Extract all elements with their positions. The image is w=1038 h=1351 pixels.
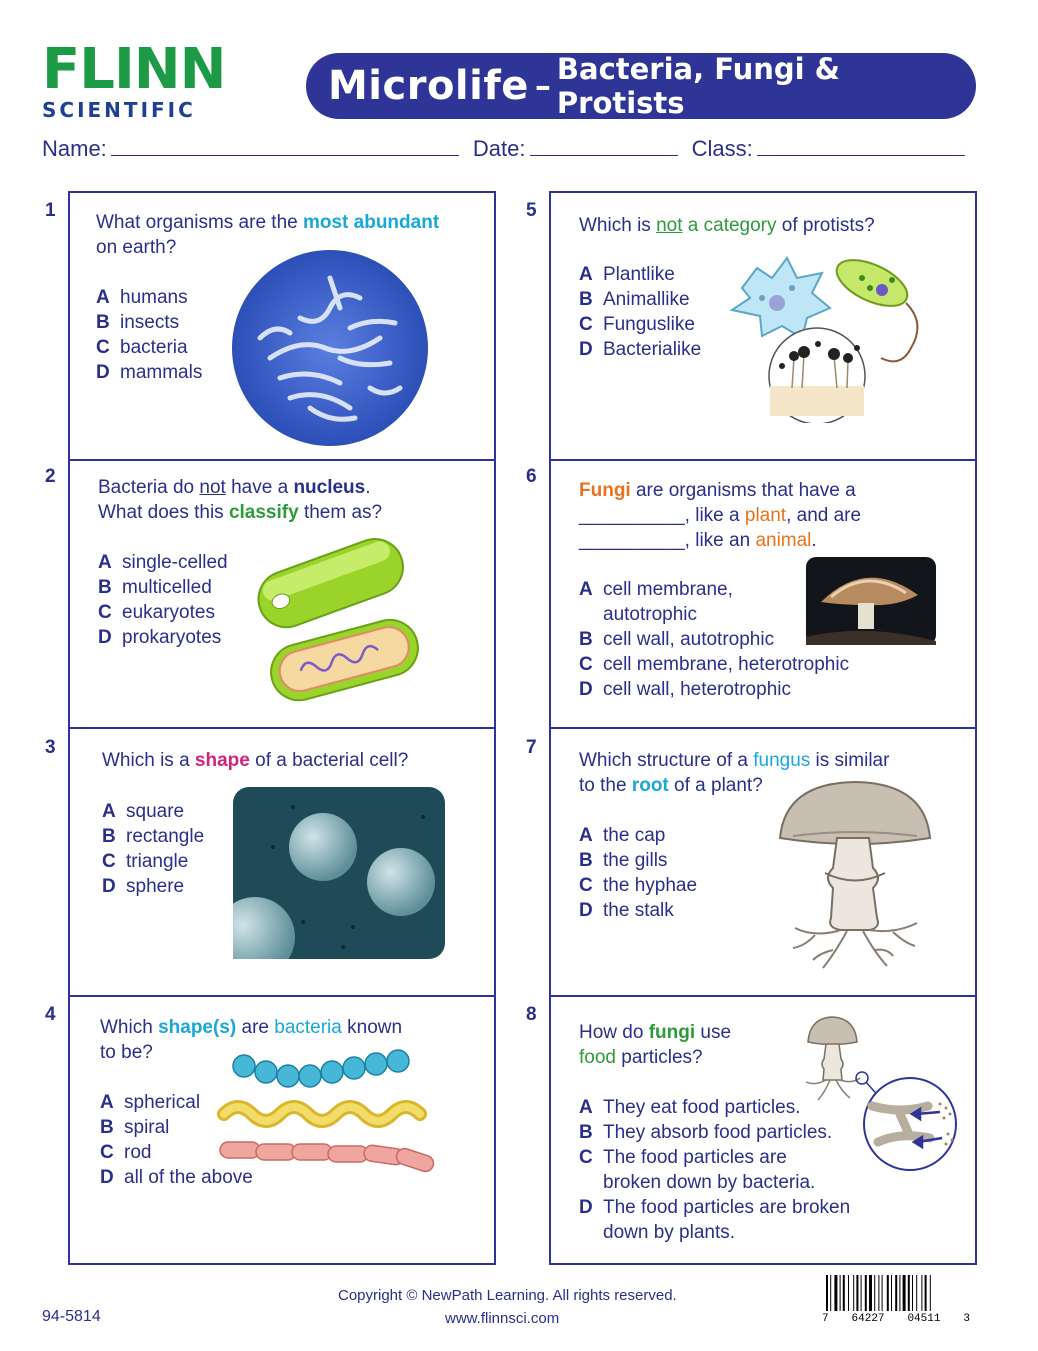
page-title [306, 53, 976, 119]
option-text: multicelled [122, 577, 212, 598]
option-d[interactable] [579, 677, 849, 702]
option-b[interactable] [98, 575, 228, 600]
option-d[interactable] [579, 1195, 850, 1245]
option-text: The food particles are broken [603, 1197, 851, 1218]
question-text [579, 213, 969, 238]
option-text: sphere [126, 876, 185, 897]
bacteria-micrograph-image [230, 248, 430, 448]
q-keyword: fungi [648, 1022, 696, 1043]
option-text: spherical [124, 1092, 201, 1113]
q-text: use [695, 1022, 732, 1043]
option-letter: B [579, 289, 593, 310]
option-b[interactable] [96, 310, 202, 335]
q-keyword: root [631, 775, 669, 796]
barcode-bar [861, 1275, 862, 1311]
barcode-bar [874, 1275, 875, 1311]
flinn-logo [42, 37, 226, 122]
option-letter: B [102, 826, 116, 847]
option-letter: C [96, 337, 110, 358]
product-code: 94-5814 [42, 1308, 101, 1325]
option-letter: C [100, 1142, 114, 1163]
q-keyword: Fungi [579, 480, 631, 501]
option-text: cell wall, autotrophic [603, 629, 775, 650]
option-text: Bacterialike [603, 339, 702, 360]
barcode-bar [834, 1275, 837, 1311]
option-letter: D [579, 339, 593, 360]
option-a[interactable] [98, 550, 228, 575]
option-letter: C [98, 602, 112, 623]
question-text [98, 475, 488, 525]
option-text: the stalk [603, 900, 674, 921]
date-label: Date: [472, 136, 526, 161]
q-text: Which is [579, 215, 657, 236]
q-text: Bacteria do [98, 477, 200, 498]
barcode-bar [830, 1275, 831, 1311]
q-text: , and are [786, 505, 862, 526]
q-text: . [811, 530, 817, 551]
option-text: rectangle [126, 826, 205, 847]
title-separator: – [534, 67, 551, 105]
barcode-bar [856, 1275, 858, 1311]
copyright-notice: Copyright © NewPath Learning. All rights reserved. [338, 1287, 677, 1304]
option-text: rod [124, 1142, 152, 1163]
title-subtitle: Bacteria, Fungi & Protists [556, 52, 840, 120]
mushroom-photo-image [806, 557, 936, 645]
barcode-digits: 64227 [851, 1313, 885, 1325]
barcode-bar [916, 1275, 917, 1311]
barcode-bar [899, 1275, 900, 1311]
option-letter: B [579, 1122, 593, 1143]
barcode-digits: 04511 [907, 1313, 941, 1325]
q-text: What organisms are the [96, 212, 303, 233]
option-text: They absorb food particles. [603, 1122, 833, 1143]
q-text: __________, like an [579, 530, 756, 551]
option-letter: A [579, 579, 593, 600]
q-text: Which [100, 1017, 159, 1038]
barcode-bar [865, 1275, 867, 1311]
q-text: How do [579, 1022, 649, 1043]
option-a[interactable] [579, 262, 701, 287]
option-a[interactable] [579, 823, 697, 848]
q-text: . [365, 477, 371, 498]
barcode-bar [878, 1275, 879, 1311]
q-keyword: nucleus [293, 477, 366, 498]
option-text: the cap [603, 825, 666, 846]
option-b[interactable] [102, 824, 204, 849]
q-text: to be? [100, 1042, 153, 1063]
option-text: broken down by bacteria. [603, 1172, 816, 1193]
option-letter: A [579, 825, 593, 846]
q-text: known [341, 1017, 403, 1038]
class-label: Class: [691, 136, 753, 161]
option-d[interactable] [96, 360, 202, 385]
bacteria-shapes-illustration [212, 1044, 442, 1174]
mushroom-diagram-image [775, 778, 935, 973]
q-text: __________, like a [579, 505, 745, 526]
option-d[interactable] [579, 337, 701, 362]
option-letter: B [579, 629, 593, 650]
option-d[interactable] [579, 898, 697, 923]
option-letter: C [579, 654, 593, 675]
q-text: are organisms that have a [630, 480, 856, 501]
barcode-digit: 3 [963, 1313, 970, 1325]
option-text: the hyphae [603, 875, 698, 896]
q-keyword: shape(s) [158, 1017, 237, 1038]
q-text: is similar [810, 750, 890, 771]
q-text: of protists? [776, 215, 875, 236]
protists-illustration [722, 248, 962, 423]
option-text: cell membrane, heterotrophic [603, 654, 850, 675]
q-keyword: fungus [753, 750, 811, 771]
option-b[interactable] [579, 848, 697, 873]
barcode-bar [895, 1275, 897, 1311]
q-text: Which is a [102, 750, 195, 771]
option-text: The food particles are [603, 1147, 787, 1168]
option-text: down by plants. [603, 1222, 736, 1243]
option-letter: B [100, 1117, 114, 1138]
barcode-bar [840, 1275, 841, 1311]
barcode-bar [930, 1275, 931, 1311]
option-c[interactable] [579, 312, 701, 337]
option-b[interactable] [579, 287, 701, 312]
option-text: all of the above [124, 1167, 253, 1188]
barcode-bar [853, 1275, 854, 1311]
q-text: on earth? [96, 237, 177, 258]
option-text: Plantlike [603, 264, 675, 285]
website-link[interactable]: www.flinnsci.com [445, 1310, 560, 1327]
option-a[interactable] [102, 799, 204, 824]
barcode-bar [887, 1275, 889, 1311]
barcode-bar [903, 1275, 906, 1311]
q-text: are [236, 1017, 275, 1038]
title-main: Microlife [328, 63, 529, 109]
question-number: 4 [45, 1004, 56, 1025]
answer-options [579, 823, 697, 923]
option-letter: D [102, 876, 116, 897]
option-text: cell membrane, [603, 579, 733, 600]
q-keyword: plant [744, 505, 787, 526]
barcode-bar [912, 1275, 913, 1311]
option-letter: A [96, 287, 110, 308]
name-field[interactable] [111, 137, 459, 156]
option-text: humans [120, 287, 188, 308]
barcode-number [822, 1313, 970, 1325]
answer-options [102, 799, 204, 899]
answer-options [579, 262, 701, 362]
barcode-digit: 7 [822, 1313, 829, 1325]
barcode-bar [908, 1275, 910, 1311]
option-letter: B [579, 850, 593, 871]
barcode-bar [843, 1275, 845, 1311]
name-label: Name: [42, 136, 107, 161]
question-text [102, 748, 492, 773]
option-text: single-celled [122, 552, 228, 573]
question-text [579, 1020, 799, 1070]
option-letter: D [98, 627, 112, 648]
option-c[interactable] [98, 600, 228, 625]
option-letter: C [579, 875, 593, 896]
option-letter: A [100, 1092, 114, 1113]
q-keyword: most abundant [302, 212, 440, 233]
q-text: them as? [298, 502, 383, 523]
option-text: They eat food particles. [603, 1097, 801, 1118]
barcode-bar [826, 1275, 828, 1311]
name-date-class-bar [42, 136, 973, 162]
question-number: 8 [526, 1004, 537, 1025]
answer-options [98, 550, 228, 650]
class-field[interactable] [757, 137, 965, 156]
q-text: have a [225, 477, 294, 498]
q-keyword: bacteria [274, 1017, 342, 1038]
option-d[interactable] [98, 625, 228, 650]
answer-options [96, 285, 202, 385]
option-text: prokaryotes [122, 627, 222, 648]
date-field[interactable] [530, 137, 678, 156]
option-text: mammals [120, 362, 203, 383]
option-text: triangle [126, 851, 189, 872]
option-letter: B [98, 577, 112, 598]
option-text: square [126, 801, 185, 822]
q-text: of a plant? [668, 775, 763, 796]
q-emphasis: not [199, 477, 226, 498]
q-keyword: food [579, 1047, 616, 1068]
question-number: 3 [45, 737, 56, 758]
q-text: to the [579, 775, 632, 796]
option-letter: A [98, 552, 112, 573]
barcode-bar [921, 1275, 922, 1311]
option-letter: C [579, 314, 593, 335]
option-letter: D [579, 679, 593, 700]
option-text: Animallike [603, 289, 690, 310]
option-text: insects [120, 312, 180, 333]
barcode-bar [925, 1275, 927, 1311]
option-letter: D [579, 900, 593, 921]
option-text: bacteria [120, 337, 188, 358]
logo-wordmark: FLINN [42, 37, 226, 102]
question-number: 7 [526, 737, 537, 758]
q-keyword: a category [682, 215, 777, 236]
q-emphasis: not [656, 215, 683, 236]
option-letter: C [579, 1147, 593, 1168]
barcode-bar [848, 1275, 849, 1311]
question-number: 1 [45, 200, 56, 221]
option-c[interactable] [96, 335, 202, 360]
option-text: Funguslike [603, 314, 695, 335]
fungi-absorption-diagram [800, 1014, 965, 1174]
option-letter: D [100, 1167, 114, 1188]
option-letter: B [96, 312, 110, 333]
q-keyword: animal [755, 530, 812, 551]
option-text: autotrophic [603, 604, 698, 625]
q-text: Which structure of a [579, 750, 754, 771]
option-text: the gills [603, 850, 668, 871]
cocci-micrograph-image [233, 787, 445, 959]
q-keyword: classify [228, 502, 299, 523]
option-c[interactable] [579, 873, 697, 898]
question-number: 5 [526, 200, 537, 221]
option-text: eukaryotes [122, 602, 215, 623]
q-text: of a bacterial cell? [249, 750, 409, 771]
logo-subtitle: SCIENTIFIC [42, 98, 196, 122]
option-letter: D [579, 1197, 593, 1218]
barcode-bar [891, 1275, 892, 1311]
option-a[interactable] [96, 285, 202, 310]
question-text [579, 478, 969, 553]
option-letter: A [579, 264, 593, 285]
prokaryote-cell-illustration [245, 532, 425, 707]
barcode-bar [882, 1275, 883, 1311]
option-text: spiral [124, 1117, 170, 1138]
barcode-bar [869, 1275, 872, 1311]
option-letter: A [579, 1097, 593, 1118]
option-d[interactable] [102, 874, 204, 899]
option-letter: A [102, 801, 116, 822]
q-text: What does this [98, 502, 229, 523]
option-letter: D [96, 362, 110, 383]
q-keyword: shape [194, 750, 250, 771]
option-text: cell wall, heterotrophic [603, 679, 791, 700]
q-text: particles? [615, 1047, 703, 1068]
option-c[interactable] [579, 652, 849, 677]
option-c[interactable] [102, 849, 204, 874]
option-letter: C [102, 851, 116, 872]
question-number: 2 [45, 466, 56, 487]
question-number: 6 [526, 466, 537, 487]
